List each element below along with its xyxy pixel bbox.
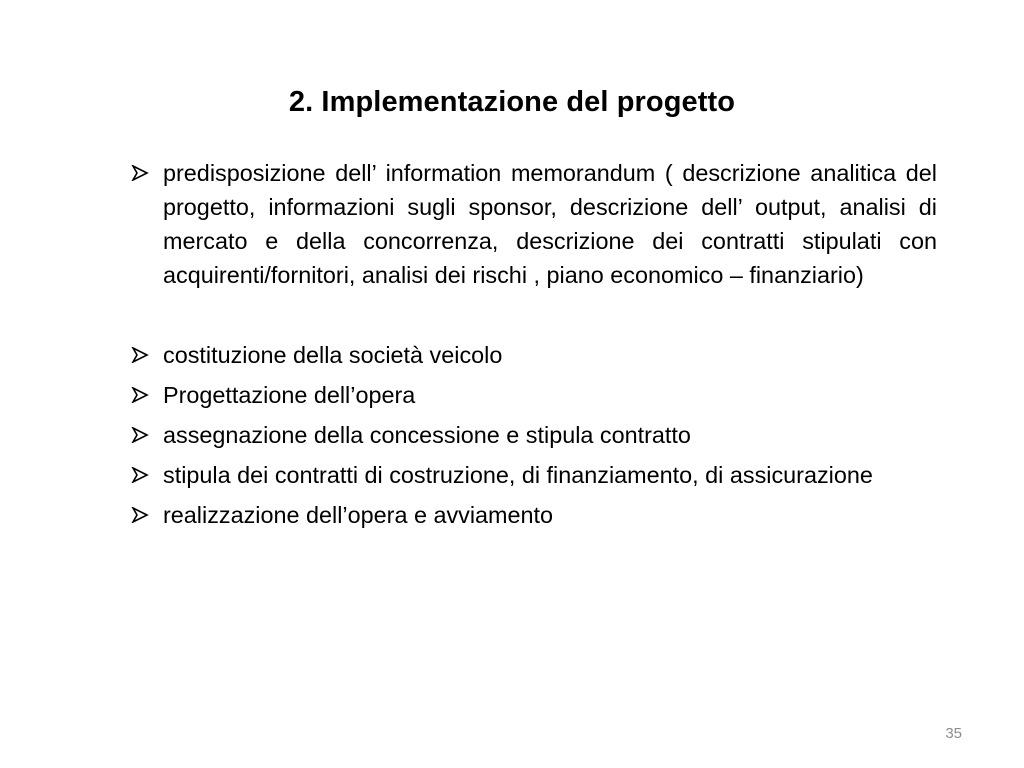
bullet-text: costituzione della società veicolo	[163, 342, 503, 368]
bullet-item	[131, 418, 937, 452]
bullet-item	[131, 458, 937, 492]
bullet-text: predisposizione dell’ information memorandum ( descrizione analitica del progetto, informazioni sugli sponsor, descrizione dell’ output, analisi di mercato e della concorrenza, descrizione dei contratti stipulati con acquirenti/fornitori, analisi dei rischi , piano economico – finanziario)	[163, 160, 944, 288]
page-number: 35	[945, 725, 962, 742]
arrowhead-bullet-icon	[131, 378, 163, 412]
bullet-text: assegnazione della concessione e stipula contratto	[163, 422, 691, 448]
arrowhead-bullet-icon	[131, 156, 163, 190]
bullet-text: stipula dei contratti di costruzione, di finanziamento, di assicurazione	[163, 462, 873, 488]
bullet-item	[131, 498, 937, 532]
bullet-text: realizzazione dell’opera e avviamento	[163, 502, 554, 528]
bullet-item	[131, 378, 937, 412]
slide-title: 2. Implementazione del progetto	[288, 86, 736, 118]
bullet-text: Progettazione dell’opera	[163, 382, 416, 408]
bullet-item	[131, 156, 944, 292]
arrowhead-bullet-icon	[131, 338, 163, 372]
arrowhead-bullet-icon	[131, 458, 163, 492]
bullet-item	[131, 338, 937, 372]
arrowhead-bullet-icon	[131, 498, 163, 532]
bullet-list	[131, 156, 944, 538]
arrowhead-bullet-icon	[131, 418, 163, 452]
